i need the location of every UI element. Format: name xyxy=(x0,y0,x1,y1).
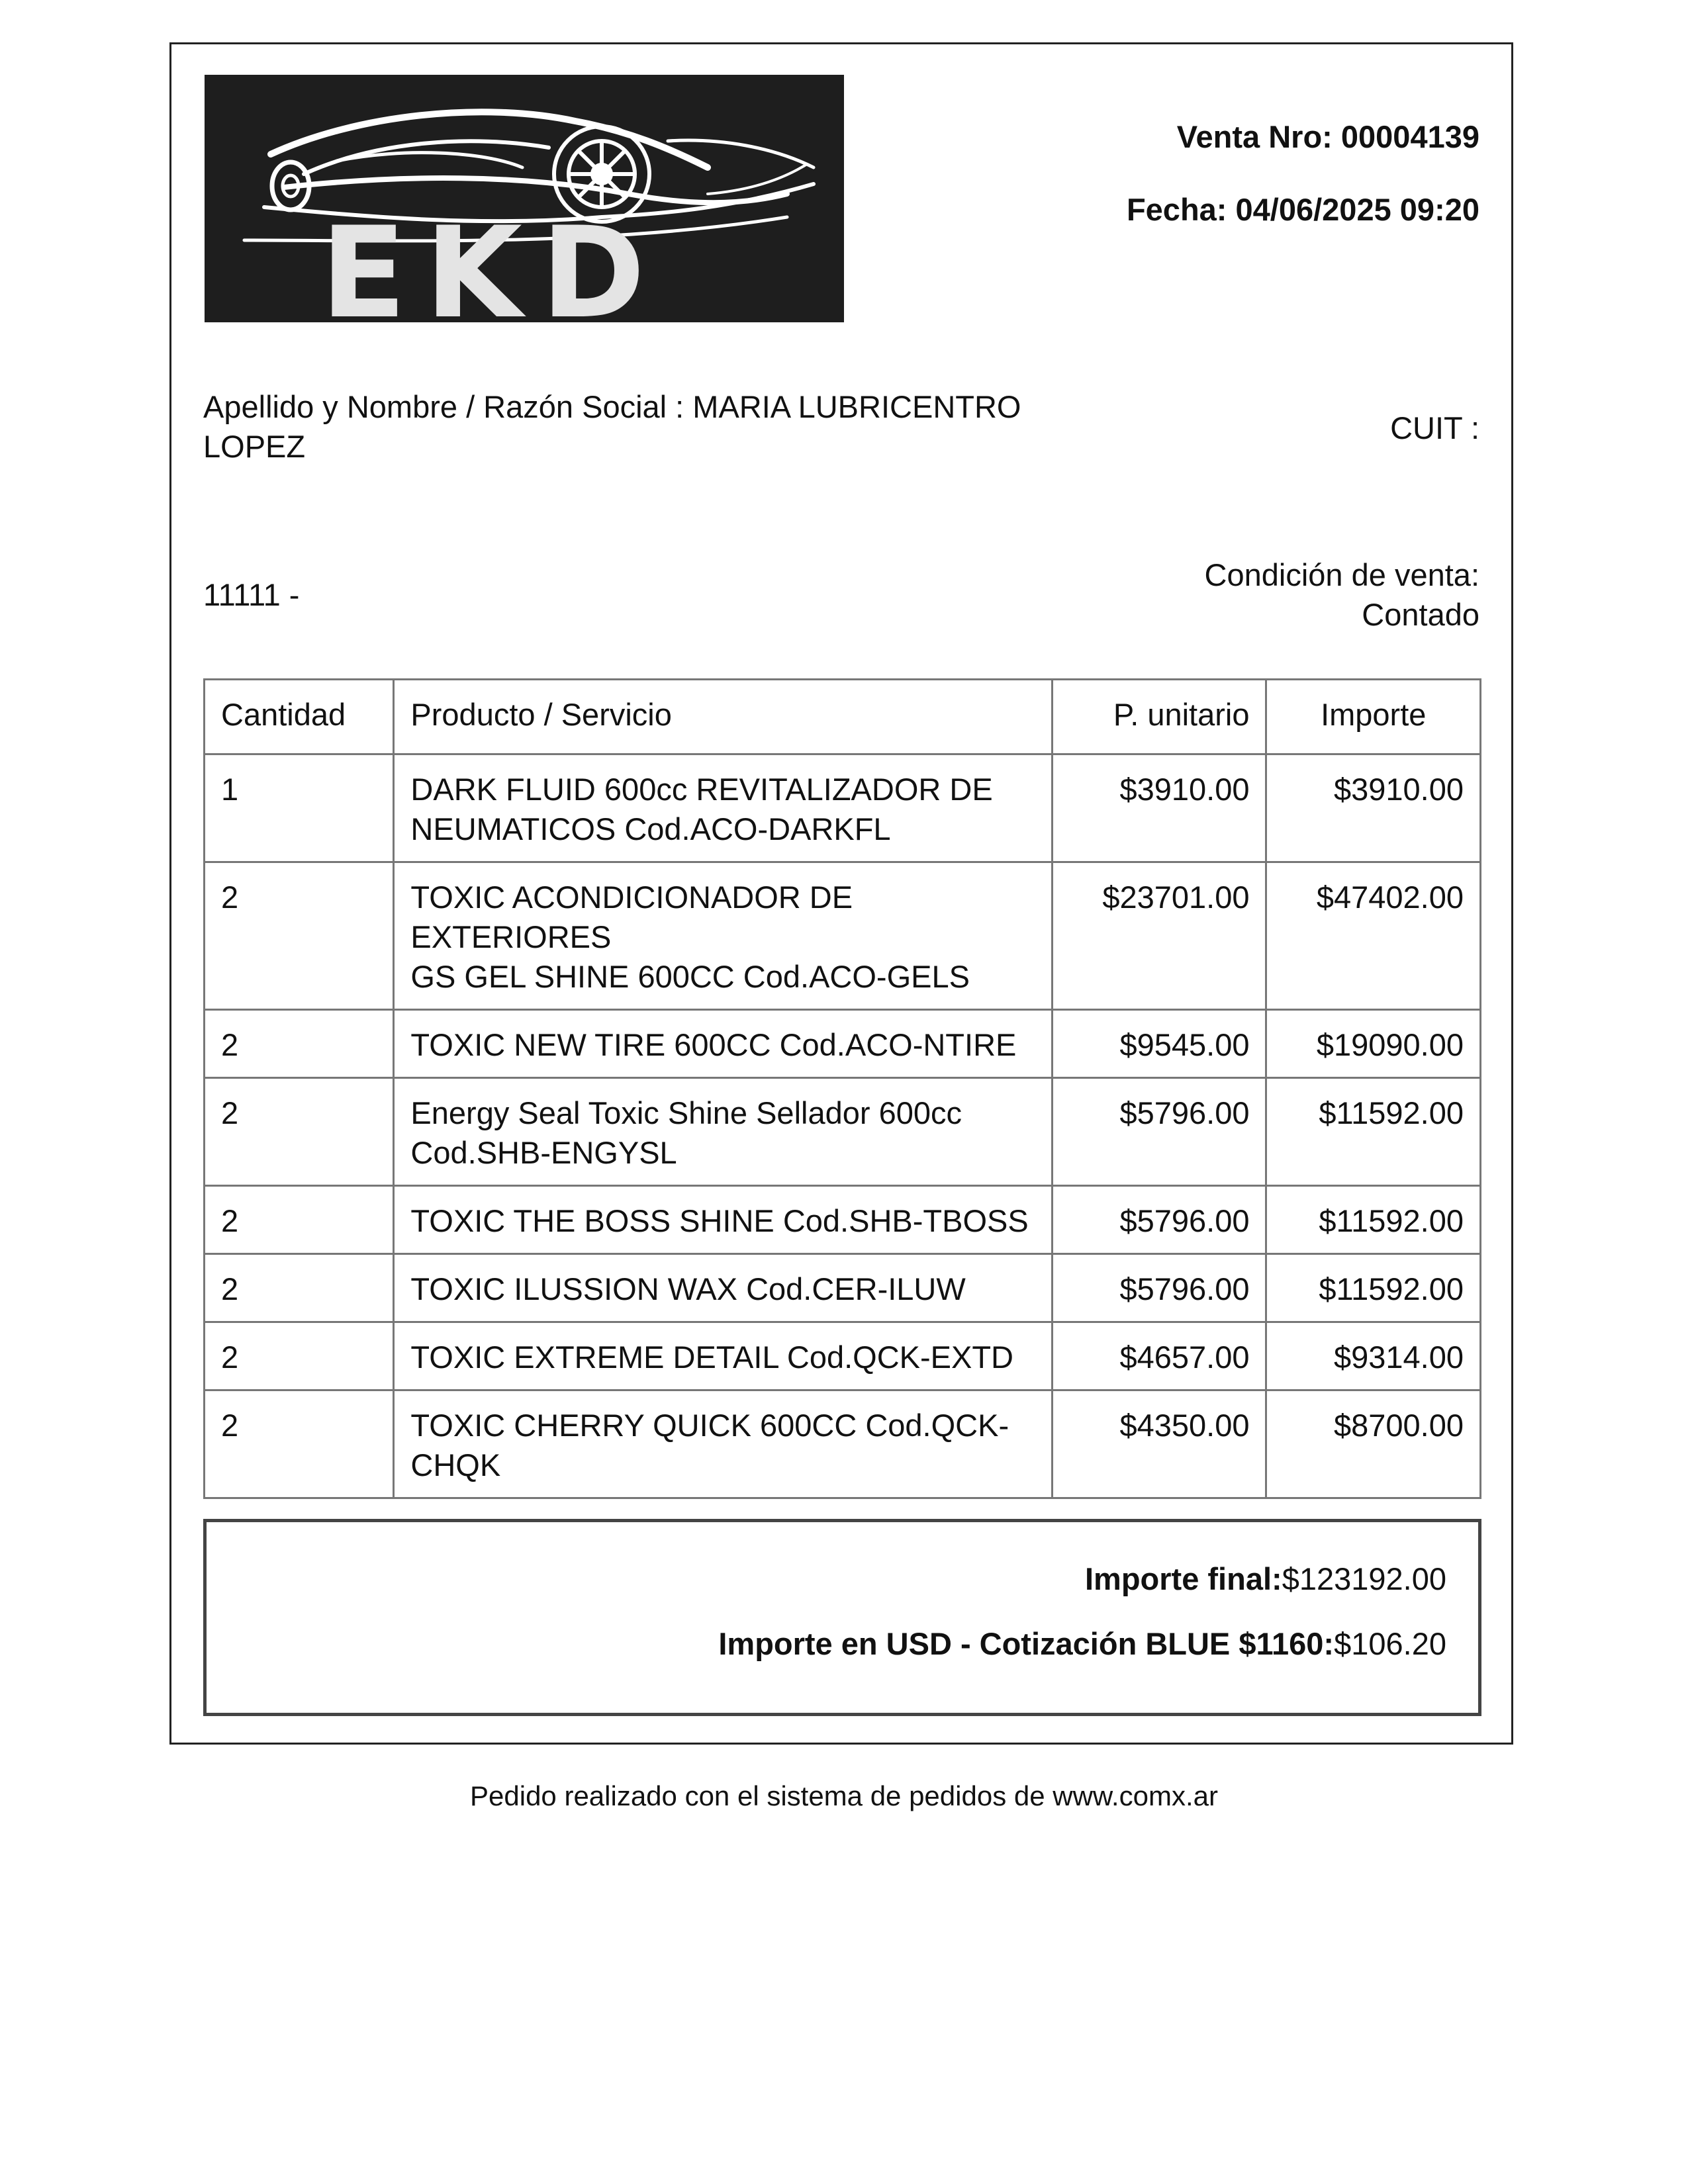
row-amount: $3910.00 xyxy=(1266,754,1481,862)
row-amount: $11592.00 xyxy=(1266,1078,1481,1186)
row-product: TOXIC CHERRY QUICK 600CC Cod.QCK- CHQK xyxy=(394,1390,1053,1498)
company-logo xyxy=(205,75,844,322)
client-name xyxy=(203,387,1130,467)
row-product: TOXIC EXTREME DETAIL Cod.QCK-EXTD xyxy=(394,1322,1053,1390)
sale-condition xyxy=(1082,555,1479,635)
table-header-row xyxy=(205,680,1481,754)
row-amount: $8700.00 xyxy=(1266,1390,1481,1498)
row-product: TOXIC ACONDICIONADOR DE EXTERIORES GS GEL SHINE 600CC Cod.ACO-GELS xyxy=(394,862,1053,1010)
client-cuit: CUIT : xyxy=(1390,410,1479,445)
table-row xyxy=(205,1078,1481,1186)
row-quantity: 2 xyxy=(205,1322,394,1390)
final-amount xyxy=(1085,1561,1446,1597)
row-unit-price: $5796.00 xyxy=(1053,1186,1266,1254)
row-product: DARK FLUID 600cc REVITALIZADOR DE NEUMATICOS Cod.ACO-DARKFL xyxy=(394,754,1053,862)
final-amount-value: $123192.00 xyxy=(1282,1561,1446,1596)
usd-amount-value: $106.20 xyxy=(1334,1626,1446,1661)
header-quantity: Cantidad xyxy=(205,680,394,754)
row-unit-price: $4657.00 xyxy=(1053,1322,1266,1390)
row-amount: $47402.00 xyxy=(1266,862,1481,1010)
row-quantity: 2 xyxy=(205,862,394,1010)
header-product: Producto / Servicio xyxy=(394,680,1053,754)
table-row xyxy=(205,1254,1481,1322)
usd-amount xyxy=(718,1625,1446,1662)
sale-condition-label: Condición de venta: xyxy=(1204,557,1479,592)
sale-condition-value: Contado xyxy=(1362,597,1479,632)
sale-number: Venta Nro: 00004139 xyxy=(1176,119,1479,154)
footer-note: Pedido realizado con el sistema de pedidos de www.comx.ar xyxy=(470,1780,1218,1811)
row-quantity: 2 xyxy=(205,1390,394,1498)
row-unit-price: $4350.00 xyxy=(1053,1390,1266,1498)
client-name-line1: Apellido y Nombre / Razón Social : MARIA LUBRICENTRO xyxy=(203,389,1021,424)
client-name-line2: LOPEZ xyxy=(203,429,306,464)
row-quantity: 1 xyxy=(205,754,394,862)
table-row xyxy=(205,1010,1481,1078)
table-row xyxy=(205,1322,1481,1390)
row-amount: $9314.00 xyxy=(1266,1322,1481,1390)
row-amount: $11592.00 xyxy=(1266,1254,1481,1322)
header-amount: Importe xyxy=(1266,680,1481,754)
row-amount: $11592.00 xyxy=(1266,1186,1481,1254)
row-product: TOXIC NEW TIRE 600CC Cod.ACO-NTIRE xyxy=(394,1010,1053,1078)
invoice-frame xyxy=(169,42,1513,1745)
sale-info xyxy=(1127,111,1479,256)
row-unit-price: $9545.00 xyxy=(1053,1010,1266,1078)
row-unit-price: $3910.00 xyxy=(1053,754,1266,862)
row-product: TOXIC THE BOSS SHINE Cod.SHB-TBOSS xyxy=(394,1186,1053,1254)
row-unit-price: $5796.00 xyxy=(1053,1254,1266,1322)
row-product: TOXIC ILUSSION WAX Cod.CER-ILUW xyxy=(394,1254,1053,1322)
table-row xyxy=(205,754,1481,862)
row-quantity: 2 xyxy=(205,1254,394,1322)
row-quantity: 2 xyxy=(205,1010,394,1078)
table-row xyxy=(205,862,1481,1010)
sale-date: Fecha: 04/06/2025 09:20 xyxy=(1126,192,1479,227)
client-code: 11111 - xyxy=(203,577,300,612)
sports-car-icon xyxy=(205,75,844,322)
row-unit-price: $5796.00 xyxy=(1053,1078,1266,1186)
row-quantity: 2 xyxy=(205,1186,394,1254)
final-amount-label: Importe final: xyxy=(1085,1561,1282,1596)
row-product: Energy Seal Toxic Shine Sellador 600cc Cod.SHB-ENGYSL xyxy=(394,1078,1053,1186)
logo-text: EKD xyxy=(320,200,664,322)
items-table xyxy=(203,678,1481,1499)
table-row xyxy=(205,1390,1481,1498)
header-unit-price: P. unitario xyxy=(1053,680,1266,754)
row-unit-price: $23701.00 xyxy=(1053,862,1266,1010)
usd-amount-label: Importe en USD - Cotización BLUE $1160: xyxy=(718,1626,1335,1661)
row-quantity: 2 xyxy=(205,1078,394,1186)
totals-box xyxy=(203,1519,1481,1716)
table-row xyxy=(205,1186,1481,1254)
row-amount: $19090.00 xyxy=(1266,1010,1481,1078)
